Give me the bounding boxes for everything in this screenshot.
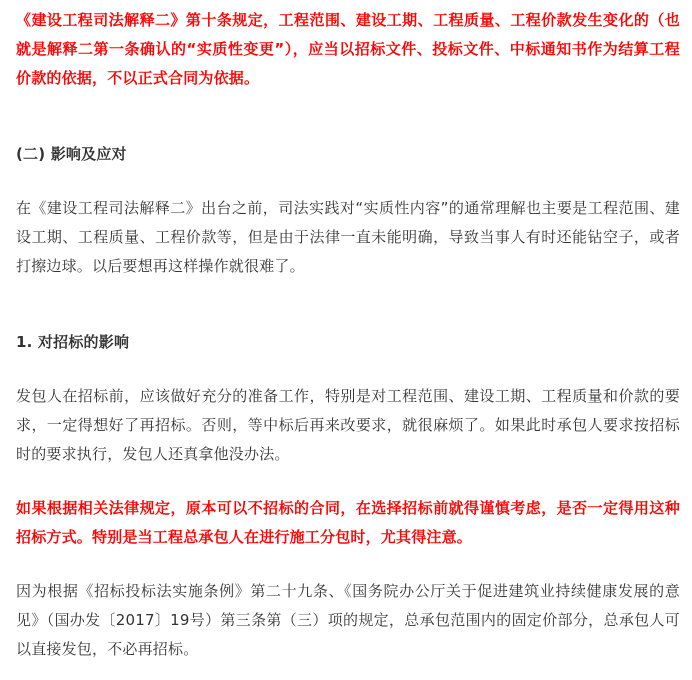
- subheading-bidding-impact: 1. 对招标的影响: [16, 333, 130, 351]
- paragraph-red-intro: 《建设工程司法解释二》第十条规定，工程范围、建设工期、工程质量、工程价款发生变化的（也就是解释二第一条确认的“实质性变更”），应当以招标文件、投标文件、中标通知书作为结算工程价款的依据，不以正式合同为依据。: [16, 11, 680, 87]
- article-body: [16, 6, 680, 664]
- paragraph-red-caution: 如果根据相关法律规定，原本可以不招标的合同，在选择招标前就得谨慎考虑，是否一定得用这种招标方式。特别是当工程总承包人在进行施工分包时，尤其得注意。: [16, 499, 680, 546]
- paragraph-regulation-basis: 因为根据《招标投标法实施条例》第二十九条、《国务院办公厅关于促进建筑业持续健康发展的意见》（国办发〔2017〕19号）第三条第（三）项的规定，总承包范围内的固定价部分，总承包人可以直接发包，不必再招标。: [16, 582, 680, 658]
- paragraph-before-interpretation: 在《建设工程司法解释二》出台之前，司法实践对“实质性内容”的通常理解也主要是工程范围、建设工期、工程质量、工程价款等，但是由于法律一直未能明确，导致当事人有时还能钻空子，或者打擦边球。以后要想再这样操作就很难了。: [16, 199, 680, 275]
- paragraph-employer-preparation: 发包人在招标前，应该做好充分的准备工作，特别是对工程范围、建设工期、工程质量和价款的要求，一定得想好了再招标。否则，等中标后再来改要求，就很麻烦了。如果此时承包人要求按招标时的要求执行，发包人还真拿他没办法。: [16, 387, 680, 463]
- section-heading-impact: (二) 影响及应对: [16, 145, 127, 163]
